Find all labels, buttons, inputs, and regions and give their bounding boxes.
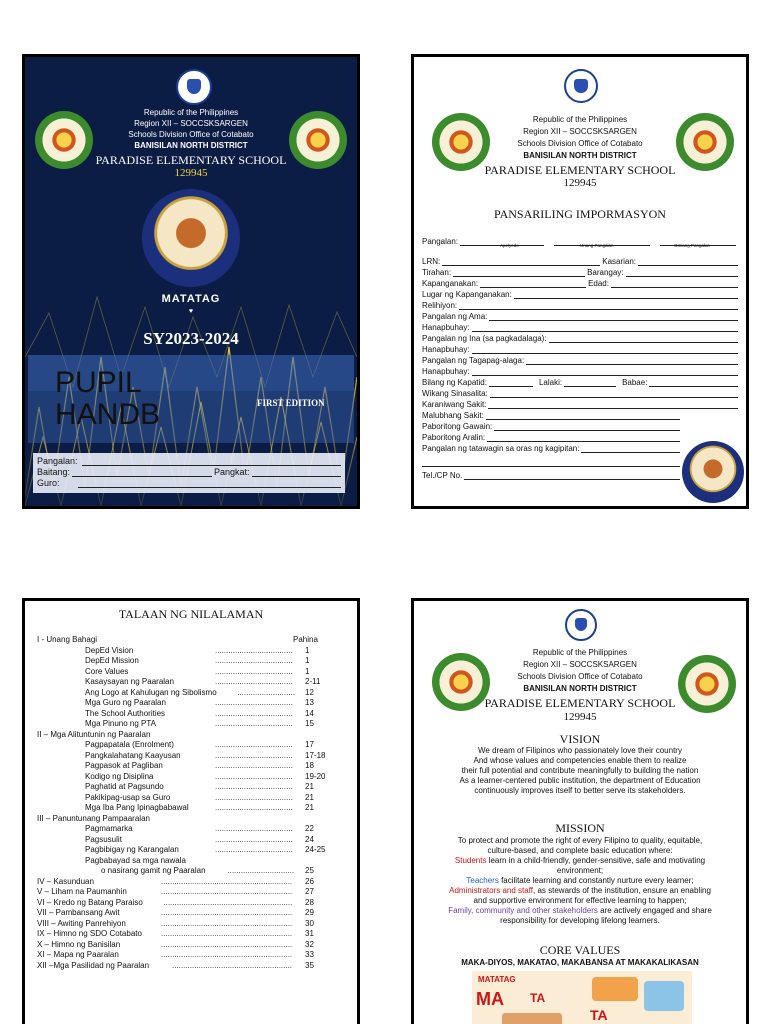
teachers-keyword: Teachers bbox=[466, 876, 499, 885]
toc-row bbox=[37, 940, 337, 950]
vision-text bbox=[424, 746, 736, 796]
personal-info-page bbox=[411, 54, 749, 509]
guardian-row bbox=[422, 356, 738, 365]
toc-label: The School Authorities bbox=[85, 708, 166, 718]
guardian-job-label: Hanapbuhay: bbox=[422, 367, 470, 376]
teacher-row bbox=[37, 477, 341, 488]
mission-line: environment; bbox=[556, 866, 604, 875]
toc-page-number: 26 bbox=[305, 876, 314, 886]
toc-row bbox=[37, 887, 337, 897]
toc-row bbox=[37, 908, 337, 918]
mother-row bbox=[422, 334, 738, 343]
toc-page-number: 21 bbox=[305, 792, 314, 802]
grade-row bbox=[37, 466, 341, 477]
toc-page-number: 1 bbox=[305, 656, 310, 665]
region-line: Region XII – SOCCSKSARGEN bbox=[523, 660, 637, 669]
vision-mission-page bbox=[411, 598, 749, 1024]
toc-label: IV – Kasunduan bbox=[37, 876, 94, 886]
toc-row bbox=[37, 751, 337, 761]
toc-label: Ang Logo at Kahulugan ng Sibolismo bbox=[85, 687, 217, 697]
sex-line[interactable] bbox=[638, 258, 738, 266]
toc-label: Core Values bbox=[85, 666, 129, 676]
toc-row bbox=[37, 635, 337, 645]
mission-title: MISSION bbox=[555, 821, 605, 835]
school-year: SY2023-2024 bbox=[143, 329, 239, 348]
district-line: BANISILAN NORTH DISTRICT bbox=[523, 684, 637, 693]
toc-leader-dots: ................................... bbox=[215, 666, 293, 676]
toc-page-number: 28 bbox=[305, 897, 314, 907]
students-text: learn in a child-friendly, gender-sensitive, safe and motivating bbox=[486, 856, 706, 865]
mother-label: Pangalan ng Ina (sa pagkadalaga): bbox=[422, 334, 547, 343]
birthdate-row bbox=[422, 279, 738, 288]
toc-leader-dots: ................................... bbox=[215, 834, 293, 844]
matatag-poster bbox=[472, 971, 692, 1024]
toc-row bbox=[37, 719, 337, 729]
toc-row bbox=[37, 814, 337, 824]
mother-line[interactable] bbox=[549, 335, 738, 343]
cover-fields bbox=[33, 453, 345, 493]
children-illustration-icon bbox=[592, 977, 638, 1001]
toc-label: Pagsusulit bbox=[85, 834, 122, 844]
toc-leader-dots: ........................................................... bbox=[161, 939, 293, 949]
toc-leader-dots: ................................... bbox=[215, 824, 293, 833]
toc-page-number: 35 bbox=[305, 960, 314, 970]
toc-page-number: 32 bbox=[305, 939, 314, 949]
toc-leader-dots: ................................... bbox=[215, 761, 293, 770]
toc-label: Kasaysayan ng Paaralan bbox=[85, 677, 174, 686]
male-line[interactable] bbox=[564, 379, 616, 387]
toc-page-number: 1 bbox=[305, 645, 310, 655]
toc-page-number: 24-25 bbox=[305, 845, 326, 854]
barangay-line[interactable] bbox=[626, 269, 738, 277]
common-illness-line[interactable] bbox=[488, 401, 738, 409]
toc-label: DepEd Vision bbox=[85, 645, 134, 655]
toc-leader-dots: .............................. bbox=[227, 866, 295, 875]
mother-job-row bbox=[422, 345, 738, 354]
vision-title: VISION bbox=[559, 732, 601, 746]
region-line: Region XII – SOCCSKSARGEN bbox=[523, 127, 637, 136]
serious-illness-row bbox=[422, 411, 680, 420]
father-job-row bbox=[422, 323, 738, 332]
toc-label: Pagbabayad sa mga nawala bbox=[85, 855, 186, 865]
classroom-illustration-icon bbox=[644, 981, 684, 1011]
toc-label: o nasirang gamit ng Paaralan bbox=[101, 866, 206, 875]
poster-ta-2: TA bbox=[590, 1007, 608, 1023]
birthplace-row bbox=[422, 290, 738, 299]
toc-leader-dots: ................................... bbox=[215, 677, 293, 686]
emergency-extra-row bbox=[422, 459, 680, 467]
toc-page-number: 14 bbox=[305, 708, 314, 718]
toc-row bbox=[37, 793, 337, 803]
toc-row bbox=[37, 919, 337, 929]
guardian-line[interactable] bbox=[526, 357, 738, 365]
toc-page-number: 21 bbox=[305, 803, 314, 812]
region-line: Region XII – SOCCSKSARGEN bbox=[134, 119, 248, 128]
toc-row bbox=[37, 877, 337, 887]
language-line[interactable] bbox=[490, 390, 738, 398]
father-label: Pangalan ng Ama: bbox=[422, 312, 488, 321]
toc-label: Pakikipag-usap sa Guro bbox=[85, 792, 171, 802]
toc-page-number: 15 bbox=[305, 719, 314, 728]
school-name: PARADISE ELEMENTARY SCHOOL bbox=[95, 153, 287, 167]
toc-leader-dots: .......................... bbox=[237, 687, 295, 697]
poster-ta: TA bbox=[530, 991, 546, 1005]
toc-leader-dots: ................................... bbox=[215, 803, 293, 812]
info-title: PANSARILING IMPORMASYON bbox=[494, 207, 666, 221]
toc-label: Pagmamarka bbox=[85, 824, 133, 833]
fav-subject-row bbox=[422, 433, 680, 442]
toc-page-number: 30 bbox=[305, 918, 314, 928]
female-label: Babae: bbox=[622, 378, 648, 387]
poster-ma: MA bbox=[476, 989, 504, 1009]
birthdate-line[interactable] bbox=[480, 280, 586, 288]
toc-row bbox=[37, 667, 337, 677]
toc-row bbox=[37, 929, 337, 939]
toc-leader-dots: ........................................................... bbox=[161, 929, 293, 938]
toc-label: Pagbibigay ng Karangalan bbox=[85, 845, 179, 854]
toc-page-number: 18 bbox=[305, 761, 314, 770]
toc-label: Paghatid at Pagsundo bbox=[85, 782, 164, 791]
emergency-extra-line[interactable] bbox=[422, 459, 680, 467]
emergency-line[interactable] bbox=[581, 445, 680, 453]
toc-row bbox=[37, 866, 337, 876]
core-values-title: CORE VALUES bbox=[539, 943, 621, 957]
cover-page bbox=[22, 54, 360, 509]
mother-job-line[interactable] bbox=[472, 346, 738, 354]
toc-label: Pagpasok at Pagliban bbox=[85, 761, 163, 770]
toc-leader-dots: ........................................................... bbox=[161, 876, 293, 886]
father-line[interactable] bbox=[489, 313, 738, 321]
birthdate-label: Kapanganakan: bbox=[422, 279, 479, 288]
toc-page-number: 27 bbox=[305, 887, 314, 896]
phone-label: Tel./CP No. bbox=[422, 471, 463, 480]
female-line[interactable] bbox=[649, 379, 738, 387]
toc-leader-dots: ................................... bbox=[215, 698, 293, 707]
religion-label: Relihiyon: bbox=[422, 301, 458, 310]
father-job-label: Hanapbuhay: bbox=[422, 323, 470, 332]
fav-subject-label: Paboritong Aralin: bbox=[422, 433, 486, 442]
toc-label: DepEd Mission bbox=[85, 656, 139, 665]
emergency-row bbox=[422, 444, 680, 453]
toc-leader-dots: ................................... bbox=[215, 708, 293, 718]
toc-row bbox=[37, 803, 337, 813]
admin-text: , as stewards of the institution, ensure an enabling bbox=[533, 886, 711, 895]
toc-row bbox=[37, 856, 337, 866]
mission-line: To protect and promote the right of every Filipino to quality, equitable, bbox=[457, 836, 703, 845]
toc-page-number: 1 bbox=[305, 666, 310, 676]
section-label: Pangkat: bbox=[214, 467, 250, 477]
teacher-line bbox=[78, 479, 341, 488]
heart-icon: ♥ bbox=[188, 308, 194, 315]
toc-label: V – Liham na Paumanhin bbox=[37, 887, 127, 896]
toc-row bbox=[37, 677, 337, 687]
table-of-contents-page bbox=[22, 598, 360, 1024]
name-row bbox=[37, 455, 341, 466]
toc-row bbox=[37, 950, 337, 960]
toc-page-number: 13 bbox=[305, 698, 314, 707]
toc-page-number: 19-20 bbox=[305, 771, 326, 781]
toc-leader-dots: ................................... bbox=[215, 792, 293, 802]
siblings-row bbox=[422, 378, 738, 387]
division-line: Schools Division Office of Cotabato bbox=[517, 139, 643, 148]
toc-page-number: 25 bbox=[305, 866, 314, 875]
toc-title: TALAAN NG NILALAMAN bbox=[118, 607, 264, 621]
toc-page-number: 24 bbox=[305, 834, 314, 844]
toc-page-number: 31 bbox=[305, 929, 314, 938]
lrn-label: LRN: bbox=[422, 257, 441, 266]
family-text: are actively engaged and share bbox=[597, 906, 712, 915]
toc-label: II – Mga Alituntunin ng Paaralan bbox=[37, 729, 151, 739]
birthplace-label: Lugar ng Kapanganakan: bbox=[422, 290, 512, 299]
vision-line: As a learner-centered public institution, the department of Education bbox=[459, 776, 701, 785]
toc-leader-dots: ...................................................... bbox=[172, 960, 293, 970]
toc-leader-dots: ................................... bbox=[215, 845, 293, 854]
vision-line: their full potential and contribute meaningfully to building the nation bbox=[461, 766, 699, 775]
toc-leader-dots: ................................... bbox=[215, 740, 293, 749]
deped-seal-icon bbox=[564, 69, 598, 103]
toc-row bbox=[37, 835, 337, 845]
handbook-title: PUPIL HANDB bbox=[55, 366, 161, 431]
name-label: Pangalan: bbox=[37, 456, 78, 466]
school-id: 129945 bbox=[563, 711, 597, 723]
age-label: Edad: bbox=[588, 279, 609, 288]
birthplace-line[interactable] bbox=[514, 291, 738, 299]
toc-leader-dots: .......................................................... bbox=[163, 897, 293, 907]
religion-row bbox=[422, 301, 738, 310]
students-illustration-icon bbox=[502, 1013, 562, 1024]
poster-logo: MATATAG bbox=[478, 975, 516, 984]
vision-line: And whose values and competencies enable them to realize bbox=[473, 756, 687, 765]
toc-row bbox=[37, 961, 337, 971]
religion-line[interactable] bbox=[459, 302, 738, 310]
toc-leader-dots: ................................... bbox=[215, 645, 293, 655]
republic-line: Republic of the Philippines bbox=[532, 648, 628, 657]
section-line bbox=[252, 468, 341, 477]
age-line[interactable] bbox=[611, 280, 738, 288]
middlename-sublabel: Gitnang Pangalan bbox=[674, 243, 711, 248]
toc-leader-dots: ........................................................... bbox=[161, 950, 293, 959]
toc-row bbox=[37, 709, 337, 719]
division-line: Schools Division Office of Cotabato bbox=[128, 130, 254, 139]
division-line: Schools Division Office of Cotabato bbox=[517, 672, 643, 681]
edition-label: FIRST EDITION bbox=[257, 398, 325, 408]
firstname-sublabel: Unang Pangalan bbox=[580, 243, 614, 248]
phone-row bbox=[422, 471, 680, 480]
serious-illness-label: Malubhang Sakit: bbox=[422, 411, 484, 420]
guardian-job-line[interactable] bbox=[472, 368, 738, 376]
father-job-line[interactable] bbox=[472, 324, 738, 332]
school-logo-icon bbox=[142, 189, 240, 287]
students-keyword: Students bbox=[454, 856, 487, 865]
mission-text bbox=[424, 836, 736, 926]
surname-sublabel: Apelyedo bbox=[500, 243, 519, 248]
address-row bbox=[422, 268, 738, 277]
mission-line: culture-based, and complete basic education where: bbox=[487, 846, 673, 855]
school-id: 129945 bbox=[563, 177, 597, 189]
mother-job-label: Hanapbuhay: bbox=[422, 345, 470, 354]
school-logo-icon bbox=[682, 441, 744, 503]
address-line[interactable] bbox=[453, 269, 585, 277]
vision-line: continuously improves itself to better serve its stakeholders. bbox=[474, 786, 686, 795]
toc-label: XII –Mga Pasilidad ng Paaralan bbox=[37, 960, 150, 970]
toc-row bbox=[37, 898, 337, 908]
fav-activity-label: Paboritong Gawain: bbox=[422, 422, 493, 431]
toc-row bbox=[37, 782, 337, 792]
toc-leader-dots: ................................... bbox=[215, 656, 293, 665]
fav-activity-line[interactable] bbox=[494, 423, 680, 431]
toc-row bbox=[37, 772, 337, 782]
toc-row bbox=[37, 824, 337, 834]
school-name: PARADISE ELEMENTARY SCHOOL bbox=[484, 696, 676, 710]
family-keyword: Family, community and other stakeholders bbox=[448, 906, 598, 915]
grade-label: Baitang: bbox=[37, 467, 71, 477]
address-label: Tirahan: bbox=[422, 268, 452, 277]
matatag-logo: MATATAG bbox=[161, 293, 221, 305]
male-label: Lalaki: bbox=[538, 378, 563, 387]
toc-row bbox=[37, 646, 337, 656]
language-row bbox=[422, 389, 738, 398]
toc-leader-dots: ........................................................... bbox=[161, 908, 293, 917]
deped-seal-icon bbox=[176, 69, 212, 105]
toc-page-number: 21 bbox=[305, 782, 314, 791]
toc-page-number: 12 bbox=[305, 687, 314, 697]
school-name: PARADISE ELEMENTARY SCHOOL bbox=[484, 163, 676, 177]
barangay-label: Barangay: bbox=[587, 268, 624, 277]
toc-label: Pangkalahatang Kaayusan bbox=[85, 750, 181, 760]
toc-label: Mga Guro ng Paaralan bbox=[85, 698, 166, 707]
mission-admin bbox=[424, 886, 736, 896]
mission-line: responsibility for developing lifelong learners. bbox=[500, 916, 660, 925]
republic-line: Republic of the Philippines bbox=[143, 108, 239, 117]
toc-label: VI – Kredo ng Batang Paraiso bbox=[37, 897, 143, 907]
fav-activity-row bbox=[422, 422, 680, 431]
toc-label: X – Himno ng Banisilan bbox=[37, 939, 121, 949]
toc-page-number: 29 bbox=[305, 908, 314, 917]
toc-leader-dots: ................................... bbox=[215, 719, 293, 728]
toc-page-number: 33 bbox=[305, 950, 314, 959]
guardian-label: Pangalan ng Tagapag-alaga: bbox=[422, 356, 525, 365]
toc-row bbox=[37, 740, 337, 750]
mission-line: and supportive environment for effective learning to happen; bbox=[473, 896, 687, 905]
toc-label: VII – Pambansang Awit bbox=[37, 908, 120, 917]
toc-label: VIII – Awiting Panrehiyon bbox=[37, 918, 126, 928]
school-id: 129945 bbox=[174, 167, 208, 179]
lrn-line[interactable] bbox=[442, 258, 600, 266]
siblings-label: Bilang ng Kapatid: bbox=[422, 378, 487, 387]
toc-row bbox=[37, 845, 337, 855]
toc-label: IX – Himno ng SDO Cotabato bbox=[37, 929, 142, 938]
toc-label: III – Panuntunang Pampaaralan bbox=[37, 813, 150, 823]
toc-page-number: 17 bbox=[305, 740, 314, 749]
serious-illness-line[interactable] bbox=[486, 412, 680, 420]
siblings-line[interactable] bbox=[489, 379, 533, 387]
guardian-job-row bbox=[422, 367, 738, 376]
toc-label: I - Unang Bahagi bbox=[37, 635, 98, 644]
toc-page-number: 2-11 bbox=[305, 677, 321, 686]
toc-row bbox=[37, 688, 337, 698]
core-values-text: MAKA-DIYOS, MAKATAO, MAKABANSA AT MAKAKALIKASAN bbox=[461, 958, 699, 967]
toc-leader-dots: ................................... bbox=[215, 771, 293, 781]
toc-row bbox=[37, 761, 337, 771]
toc-leader-dots: ........................................................... bbox=[161, 918, 293, 928]
toc-label: Mga Iba Pang Ipinagbabawal bbox=[85, 803, 189, 812]
fav-subject-line[interactable] bbox=[487, 434, 680, 442]
emergency-label: Pangalan ng tatawagin sa oras ng kagipitan: bbox=[422, 444, 580, 453]
mission-students bbox=[424, 856, 736, 866]
language-label: Wikang Sinasalita: bbox=[422, 389, 488, 398]
admin-keyword: Administrators and staff bbox=[449, 886, 533, 895]
name-line bbox=[82, 457, 341, 466]
toc-label: XI – Mapa ng Paaralan bbox=[37, 950, 119, 959]
name-label: Pangalan: bbox=[422, 237, 459, 246]
toc-leader-dots: ................................... bbox=[215, 750, 293, 760]
vision-line: We dream of Filipinos who passionately love their country bbox=[478, 746, 682, 755]
toc-page-number: 22 bbox=[305, 824, 314, 833]
toc-leader-dots: ................................... bbox=[215, 782, 293, 791]
phone-line[interactable] bbox=[464, 472, 680, 480]
toc-page-number: 17-18 bbox=[305, 750, 326, 760]
grade-line bbox=[72, 468, 212, 477]
teacher-label: Guro: bbox=[37, 478, 60, 488]
toc-row bbox=[37, 698, 337, 708]
toc-label: Pagpapatala (Enrolment) bbox=[85, 740, 174, 749]
toc-leader-dots: ........................................................... bbox=[161, 887, 293, 896]
toc-row bbox=[37, 730, 337, 740]
toc-row bbox=[37, 656, 337, 666]
toc-label: Mga Pinuno ng PTA bbox=[85, 719, 157, 728]
district-line: BANISILAN NORTH DISTRICT bbox=[134, 141, 248, 150]
deped-seal-icon bbox=[565, 609, 597, 641]
common-illness-row bbox=[422, 400, 738, 409]
mission-teachers bbox=[424, 876, 736, 886]
mission-family bbox=[424, 906, 736, 916]
district-line: BANISILAN NORTH DISTRICT bbox=[523, 151, 637, 160]
teachers-text: facilitate learning and constantly nurture every learner; bbox=[498, 876, 694, 885]
toc-label: Kodigo ng Disiplina bbox=[85, 771, 154, 781]
republic-line: Republic of the Philippines bbox=[532, 115, 628, 124]
common-illness-label: Karaniwang Sakit: bbox=[422, 400, 487, 409]
sex-label: Kasarian: bbox=[602, 257, 637, 266]
lrn-row bbox=[422, 257, 738, 266]
toc-page-header: Pahina bbox=[293, 635, 318, 644]
father-row bbox=[422, 312, 738, 321]
